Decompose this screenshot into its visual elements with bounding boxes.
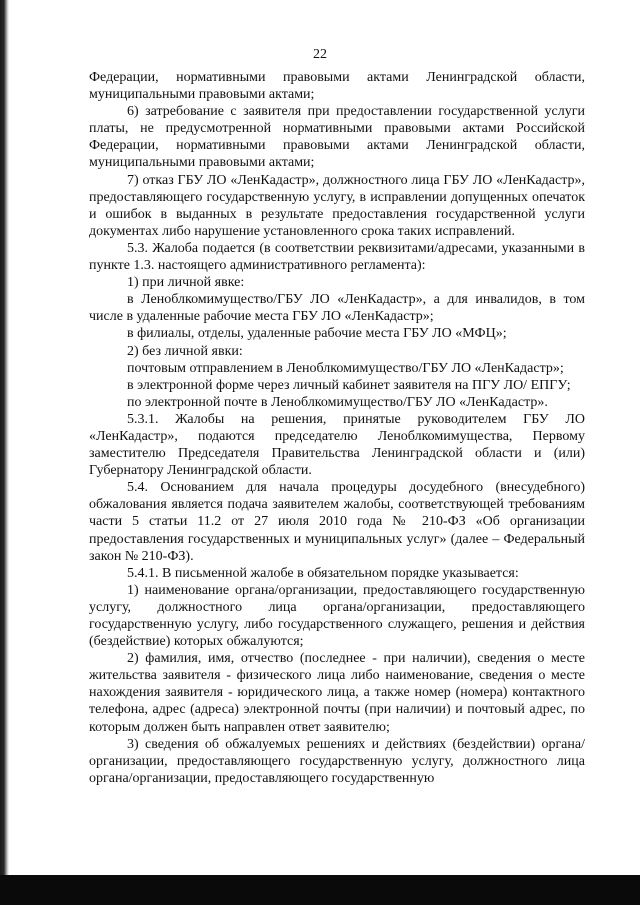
paragraph: в Леноблкомимущество/ГБУ ЛО «ЛенКадастр», а для инвалидов, в том числе в удаленные рабочие места ГБУ ЛО «ЛенКадастр»;	[89, 292, 585, 325]
page-number: 22	[313, 47, 327, 62]
paragraph: 1) при личной явке:	[127, 275, 245, 291]
scan-left-edge	[0, 0, 9, 905]
paragraph: Федерации, нормативными правовыми актами Ленинградской области, муниципальными правовыми актами;	[89, 70, 585, 103]
paragraph: 5.4. Основанием для начала процедуры досудебного (внесудебного) обжалования является подача заявителем жалобы, соответствующей требованиям части 5 статьи 11.2 от 27 июля 2010 года № 210-ФЗ «Об организации предоставления государственных и муниципальных услуг» (далее – Федеральный закон № 210-ФЗ).	[89, 480, 585, 564]
paragraph: 6) затребование с заявителя при предоставлении государственной услуги платы, не предусмотренной нормативными правовыми актами Российской Федерации, нормативными правовыми актами Ленинградской области, муниципальными правовыми актами;	[89, 104, 585, 171]
paragraph: в филиалы, отделы, удаленные рабочие места ГБУ ЛО «МФЦ»;	[127, 326, 507, 342]
paragraph: 2) без личной явки:	[127, 343, 243, 359]
paragraph: в электронной форме через личный кабинет заявителя на ПГУ ЛО/ ЕПГУ;	[127, 377, 571, 393]
scan-bottom-bar	[0, 875, 640, 905]
paragraph: 5.3. Жалоба подается (в соответствии реквизитами/адресами, указанными в пункте 1.3. настоящего административного регламента):	[89, 240, 585, 274]
paragraph: 7) отказ ГБУ ЛО «ЛенКадастр», должностного лица ГБУ ЛО «ЛенКадастр», предоставляющего государственную услугу, в исправлении допущенных опечаток и ошибок в выданных в результате предоставления государственной услуги документах либо нарушение установленного срока таких исправлений.	[89, 172, 585, 239]
paragraph: 2) фамилия, имя, отчество (последнее - при наличии), сведения о месте жительства заявителя - физического лица либо наименование, сведения о месте нахождения заявителя - юридического лица, а также номер (номера) контактного телефона, адрес (адреса) электронной почты (при наличии) и почтовый адрес, по которым должен быть направлен ответ заявителю;	[89, 651, 585, 735]
paragraph: 1) наименование органа/организации, предоставляющего государственную услугу, должностного лица органа/организации, предоставляющего государственную услугу, либо государственного служащего, решения и действия (бездействие) которых обжалуются;	[89, 582, 585, 650]
document-body	[89, 69, 585, 787]
paragraph: 5.3.1. Жалобы на решения, принятые руководителем ГБУ ЛО «ЛенКадастр», подаются председателю Леноблкомимущества, Первому заместителю Председателя Правительства Ленинградской области и (или) Губернатору Ленинградской области.	[89, 411, 585, 479]
paragraph: 5.4.1. В письменной жалобе в обязательном порядке указывается:	[127, 565, 519, 581]
paragraph: почтовым отправлением в Леноблкомимущество/ГБУ ЛО «ЛенКадастр»;	[127, 360, 564, 376]
paragraph: 3) сведения об обжалуемых решениях и действиях (бездействии) органа/организации, предоставляющего государственную услугу, должностного лица органа/организации, предоставляющего государственную	[89, 736, 585, 786]
paragraph: по электронной почте в Леноблкомимущество/ГБУ ЛО «ЛенКадастр».	[127, 394, 548, 410]
